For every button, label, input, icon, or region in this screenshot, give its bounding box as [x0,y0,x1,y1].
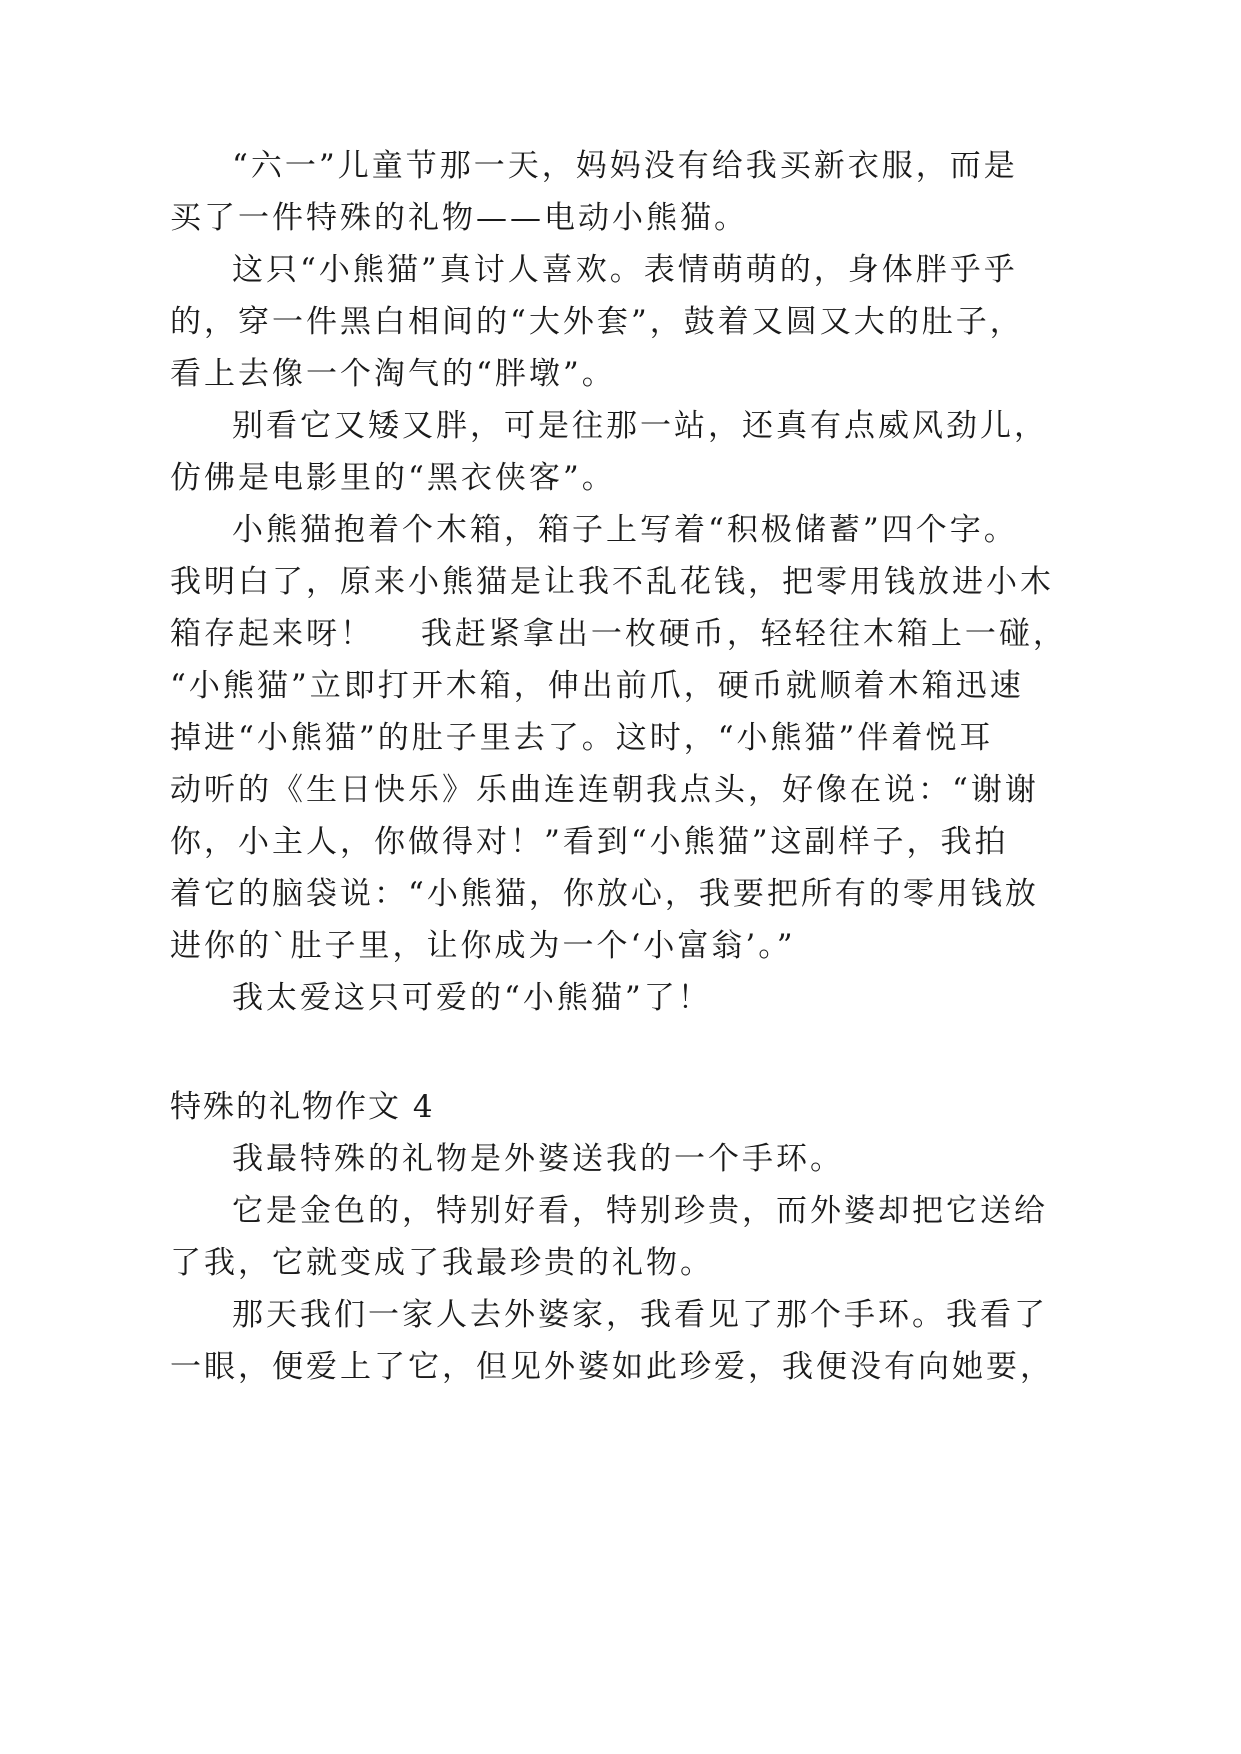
paragraph-line: 你，小主人，你做得对！”看到“小熊猫”这副样子，我拍 [170,824,1009,860]
paragraph-line: 箱存起来呀！ 我赶紧拿出一枚硬币，轻轻往木箱上一碰， [170,616,1067,652]
section-title: 特殊的礼物作文 4 [170,1089,435,1125]
paragraph-line: 别看它又矮又胖，可是往那一站，还真有点威风劲儿， [232,408,1048,444]
paragraph-line: “六一”儿童节那一天，妈妈没有给我买新衣服，而是 [232,148,1018,184]
paragraph-line: 那天我们一家人去外婆家，我看见了那个手环。我看了 [232,1297,1048,1333]
paragraph-line: 掉进“小熊猫”的肚子里去了。这时，“小熊猫”伴着悦耳 [170,720,994,756]
paragraph-line: 进你的`肚子里，让你成为一个‘小富翁’。” [170,928,796,964]
paragraph-line: “小熊猫”立即打开木箱，伸出前爪，硬币就顺着木箱迅速 [170,668,1024,704]
paragraph-line: 我最特殊的礼物是外婆送我的一个手环。 [232,1141,844,1177]
paragraph-line: 我明白了，原来小熊猫是让我不乱花钱，把零用钱放进小木 [170,564,1054,600]
paragraph-line: 看上去像一个淘气的“胖墩”。 [170,356,616,392]
paragraph-line: 动听的《生日快乐》乐曲连连朝我点头，好像在说：“谢谢 [170,772,1039,808]
paragraph-line: 买了一件特殊的礼物——电动小熊猫。 [170,200,748,236]
paragraph-line: 的，穿一件黑白相间的“大外套”，鼓着又圆又大的肚子， [170,304,1024,340]
paragraph-line: 了我，它就变成了我最珍贵的礼物。 [170,1245,714,1281]
paragraph-line: 小熊猫抱着个木箱，箱子上写着“积极储蓄”四个字。 [232,512,1018,548]
paragraph-line: 它是金色的，特别好看，特别珍贵，而外婆却把它送给 [232,1193,1048,1229]
paragraph-line: 仿佛是电影里的“黑衣侠客”。 [170,460,616,496]
paragraph-line: 一眼，便爱上了它，但见外婆如此珍爱，我便没有向她要， [170,1349,1054,1385]
paragraph-line: 着它的脑袋说：“小熊猫，你放心，我要把所有的零用钱放 [170,876,1039,912]
paragraph-line: 我太爱这只可爱的“小熊猫”了！ [232,980,712,1016]
paragraph-line: 这只“小熊猫”真讨人喜欢。表情萌萌的，身体胖乎乎 [232,252,1018,288]
